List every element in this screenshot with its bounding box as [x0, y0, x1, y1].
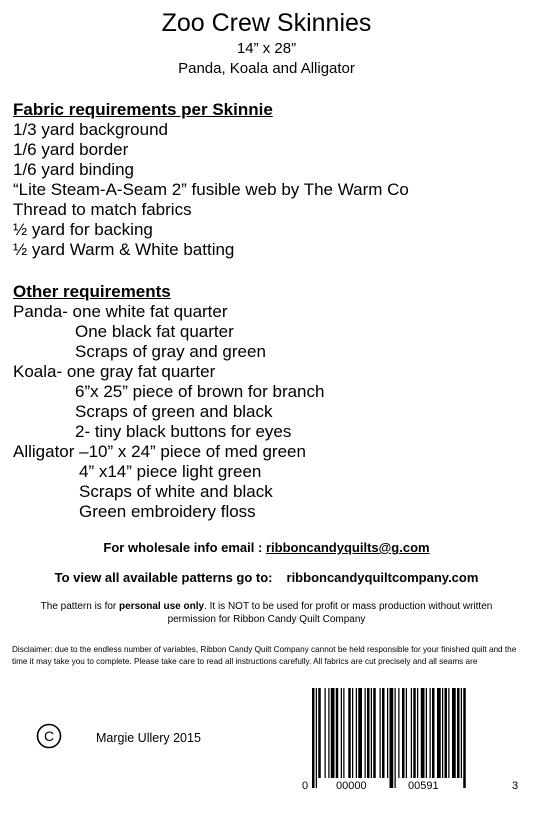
- barcode-bar: [373, 688, 376, 778]
- barcode-bar: [426, 688, 427, 778]
- fabric-item: “Lite Steam-A-Seam 2” fusible web by The Warm Co: [13, 180, 409, 199]
- barcode-bar: [461, 688, 462, 778]
- fabric-item: 1/3 yard background: [13, 120, 168, 139]
- copyright-icon: [36, 723, 62, 749]
- author-credit: Margie Ullery 2015: [96, 731, 201, 745]
- barcode-bar: [358, 688, 362, 778]
- other-heading: Other requirements: [13, 282, 171, 301]
- patterns-info: [0, 570, 533, 585]
- pattern-size: 14” x 28”: [236, 40, 297, 57]
- barcode-bar: [406, 688, 407, 778]
- barcode-bar: [395, 688, 396, 788]
- barcode-bar: [445, 688, 448, 778]
- barcode-bar: [448, 688, 449, 778]
- barcode-bar: [387, 688, 388, 778]
- barcode-bar: [336, 688, 339, 778]
- barcode-bar: [371, 688, 372, 778]
- barcode-bar: [325, 688, 326, 778]
- wholesale-info: [0, 540, 533, 555]
- fabric-item: Thread to match fabrics: [13, 200, 192, 219]
- barcode-bar: [331, 688, 335, 778]
- alligator-item: 4” x14” piece light green: [79, 462, 262, 481]
- koala-item: Koala- one gray fat quarter: [13, 362, 216, 381]
- pattern-title: Zoo Crew Skinnies: [161, 9, 372, 37]
- barcode-bar: [432, 688, 435, 778]
- copyright-letter: C: [43, 728, 55, 744]
- barcode-bar: [413, 688, 416, 778]
- barcode-bar: [365, 688, 366, 778]
- barcode-bar: [367, 688, 370, 778]
- personal-bold: personal use only: [119, 601, 205, 612]
- barcode-bar: [343, 688, 344, 778]
- panda-item: One black fat quarter: [75, 322, 234, 341]
- barcode-bar: [352, 688, 353, 778]
- barcode-bar: [411, 688, 412, 778]
- barcode-bar: [382, 688, 385, 778]
- personal-use-notice: [18, 600, 515, 626]
- personal-post: . It is NOT to be used for profit or mass production without written permission for Ribbon Candy Quilt Company: [167, 601, 493, 625]
- barcode-bar: [463, 688, 466, 788]
- barcode-bar: [312, 688, 315, 788]
- barcode-bar: [341, 688, 342, 778]
- barcode-bar: [390, 688, 394, 788]
- fabric-heading: Fabric requirements per Skinnie: [13, 100, 273, 119]
- fabric-item: 1/6 yard binding: [13, 160, 134, 179]
- fabric-item: ½ yard for backing: [13, 220, 153, 239]
- wholesale-email-link[interactable]: ribboncandyquilts@g.com: [265, 540, 430, 555]
- barcode-bar: [421, 688, 425, 778]
- barcode-bar: [398, 688, 399, 778]
- patterns-url-link[interactable]: ribboncandyquiltcompany.com: [286, 570, 479, 585]
- barcode-bar: [356, 688, 357, 778]
- barcode-icon: [302, 688, 522, 794]
- barcode-bar: [318, 688, 321, 778]
- barcode-bar: [348, 688, 351, 778]
- barcode-digits-left: 00000: [336, 780, 367, 792]
- panda-item: Scraps of gray and green: [75, 342, 266, 361]
- barcode-bar: [380, 688, 381, 778]
- other-requirements: [13, 282, 324, 522]
- fabric-item: ½ yard Warm & White batting: [13, 240, 235, 259]
- barcode-digit-last: 3: [512, 780, 519, 792]
- fabric-item: 1/6 yard border: [13, 140, 129, 159]
- barcode-bar: [452, 688, 456, 778]
- barcode-bar: [316, 688, 317, 788]
- barcode-bar: [328, 688, 329, 778]
- barcode-digit-first: 0: [302, 780, 309, 792]
- barcode-bar: [402, 688, 405, 778]
- alligator-item: Alligator –10” x 24” piece of med green: [13, 442, 306, 461]
- barcode-bar: [437, 688, 441, 778]
- patterns-label: To view all available patterns go to:: [54, 570, 273, 585]
- barcode-bar: [417, 688, 418, 778]
- koala-item: 2- tiny black buttons for eyes: [75, 422, 292, 441]
- pattern-subtitle: Panda, Koala and Alligator: [178, 60, 355, 77]
- koala-item: Scraps of green and black: [75, 402, 273, 421]
- panda-item: Panda- one white fat quarter: [13, 302, 228, 321]
- disclaimer-text: Disclaimer: due to the endless number of variables, Ribbon Candy Quilt Company cannot be held responsible for your finished quilt and the time it may take you to complete. Please take care to read all instructions carefully. All fabrics are cut precisely and all seams are: [12, 645, 517, 666]
- fabric-requirements: [13, 100, 409, 260]
- barcode-bar: [442, 688, 443, 778]
- alligator-item: Green embroidery floss: [79, 502, 256, 521]
- alligator-item: Scraps of white and black: [79, 482, 273, 501]
- wholesale-label: For wholesale info email :: [103, 540, 266, 555]
- personal-pre: The pattern is for: [40, 601, 120, 612]
- barcode-bar: [430, 688, 431, 778]
- barcode-digits-right: 00591: [408, 780, 439, 792]
- koala-item: 6”x 25” piece of brown for branch: [75, 382, 325, 401]
- barcode-bar: [457, 688, 460, 778]
